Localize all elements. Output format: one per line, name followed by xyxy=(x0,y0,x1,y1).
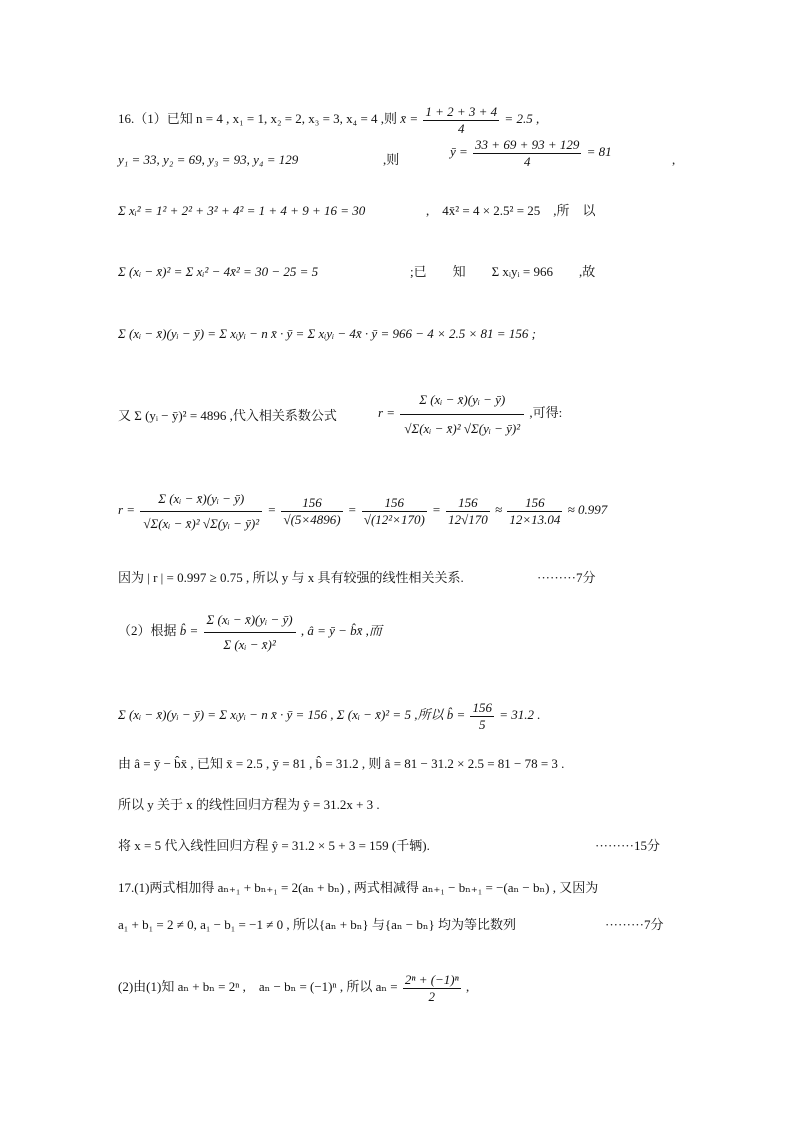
p16-score-7: ·········7分 xyxy=(537,570,596,585)
xbar-label: x̄ = xyxy=(400,111,419,127)
r-frac-2-den: √(12²×170) xyxy=(363,511,425,527)
p17-line3-text: (2)由(1)知 aₙ + bₙ = 2ⁿ , aₙ − bₙ = (−1)ⁿ , 所以 aₙ = xyxy=(118,979,398,995)
r-frac-1-num: 156 xyxy=(281,495,342,512)
ybar-label: ȳ = xyxy=(450,144,468,160)
ybar-denominator: 4 xyxy=(523,153,531,169)
p17-line3 xyxy=(118,972,469,1004)
bhat-eval-label: b̂ = xyxy=(446,707,466,723)
p16-line9 xyxy=(118,608,382,656)
r-eval-fraction xyxy=(140,487,262,535)
r-formula-fraction xyxy=(400,386,524,442)
xbar-result: = 2.5 , xyxy=(504,111,540,127)
p16-line12-regression: 所以 y 关于 x 的线性回归方程为 ŷ = 31.2x + 3 . xyxy=(118,797,380,812)
p16-line10 xyxy=(118,700,541,732)
an-numerator: 2ⁿ + (−1)ⁿ xyxy=(404,972,459,987)
p17-line1: 17.(1)两式相加得 aₙ₊₁ + bₙ₊₁ = 2(aₙ + bₙ) , 两式相减得 aₙ₊₁ − bₙ₊₁ = −(aₙ − bₙ) , 又因为 xyxy=(118,880,599,895)
p16-line2-ybar xyxy=(450,137,612,169)
an-fraction xyxy=(403,972,461,1004)
p16-line1-text: 16.（1）已知 n = 4 , x₁ = 1, x₂ = 2, x₃ = 3, x₄ = 4 ,则 xyxy=(118,111,398,127)
p16-line8-conclusion: 因为 | r | = 0.997 ≥ 0.75 , 所以 y 与 x 具有较强的线性相关关系. xyxy=(118,570,464,585)
r-frac-3-den: 12√170 xyxy=(448,511,488,527)
p16-line5-sxy: Σ (xᵢ − x̄)(yᵢ − ȳ) = Σ xᵢyᵢ − n x̄ · ȳ = Σ xᵢyᵢ − 4x̄ · ȳ = 966 − 4 × 2.5 × 81 = 156 ; xyxy=(118,326,536,341)
r-frac-4-num: 156 xyxy=(507,495,562,512)
bhat-eval-den: 5 xyxy=(478,716,486,732)
p17-line3-end: , xyxy=(466,979,470,995)
p17-line2: a₁ + b₁ = 2 ≠ 0, a₁ − b₁ = −1 ≠ 0 , 所以{aₙ + bₙ} 与{aₙ − bₙ} 均为等比数列 xyxy=(118,917,517,932)
bhat-formula-denominator: Σ (xᵢ − x̄)² xyxy=(223,636,276,652)
r-frac-2-num: 156 xyxy=(362,495,427,512)
r-formula-suffix: ,可得: xyxy=(529,405,563,421)
r-frac-1-den: √(5×4896) xyxy=(283,511,341,527)
r-eval-numerator: Σ (xᵢ − x̄)(yᵢ − ȳ) xyxy=(140,487,262,512)
ahat-formula: , â = ȳ − b̂x̄ ,而 xyxy=(300,623,382,639)
r-frac-2 xyxy=(362,495,427,527)
p16-line4-sxx: Σ (xᵢ − x̄)² = Σ xᵢ² − 4x̄² = 30 − 25 = 5 xyxy=(118,264,319,279)
bhat-formula xyxy=(204,608,296,656)
p16-score-15: ·········15分 xyxy=(595,838,660,853)
r-frac-4 xyxy=(507,495,562,527)
p16-line3-sum-x2: Σ xᵢ² = 1² + 2² + 3² + 4² = 1 + 4 + 9 + 16 = 30 xyxy=(118,203,366,218)
p16-line10-text: Σ (xᵢ − x̄)(yᵢ − ȳ) = Σ xᵢyᵢ − n x̄ · ȳ = 156 , Σ (xᵢ − x̄)² = 5 ,所以 xyxy=(118,707,444,723)
ybar-result: = 81 xyxy=(586,144,612,160)
r-frac-4-den: 12×13.04 xyxy=(509,511,561,527)
r-frac-1 xyxy=(281,495,342,527)
p16-line7: r = $\frac{\text{Σ (xᵢ − x̄)(yᵢ − ȳ)}}{\text{√Σ(xᵢ − x̄)² √Σ(yᵢ − ȳ)²}}$ = $\frac{156}{√(5\times 4896)}$ = $\frac{156}{\text{√(12²×170)}}$ = $\frac{156}{12√170}$ ≈ $\frac{156}{12\times 13.04}$ ≈ 0.997 xyxy=(118,487,607,535)
p16-line2-then: ,则 xyxy=(383,152,400,167)
p16-line11-ahat: 由 â = ȳ − b̂x̄ , 已知 x̄ = 2.5 , ȳ = 81 , b̂ = 31.2 , 则 â = 81 − 31.2 × 2.5 = 81 − 78 = 3 . xyxy=(118,756,565,771)
p16-line3-right: , 4x̄² = 4 × 2.5² = 25 ,所 以 xyxy=(426,203,596,218)
r-label: r = xyxy=(378,405,396,421)
bhat-eval-fraction xyxy=(470,700,494,732)
r-final: ≈ 0.997 xyxy=(567,502,608,518)
p16-line13-prediction: 将 x = 5 代入线性回归方程 ŷ = 31.2 × 5 + 3 = 159 (千辆). xyxy=(118,838,430,853)
bhat-label: b̂ = xyxy=(179,623,199,639)
bhat-formula-numerator: Σ (xᵢ − x̄)(yᵢ − ȳ) xyxy=(204,608,296,633)
p16-line1 xyxy=(118,104,539,136)
xbar-denominator: 4 xyxy=(458,120,465,136)
ybar-fraction xyxy=(473,137,581,169)
p16-line2-left: y₁ = 33, y₂ = 69, y₃ = 93, y₄ = 129 xyxy=(118,152,299,167)
xbar-fraction xyxy=(423,104,499,136)
ybar-numerator: 33 + 69 + 93 + 129 xyxy=(475,137,580,152)
p16-line2-comma: , xyxy=(672,152,676,167)
r-frac-3 xyxy=(446,495,490,527)
r-eval-denominator: √Σ(xᵢ − x̄)² √Σ(yᵢ − ȳ)² xyxy=(143,515,260,531)
p16-part2-label: （2）根据 xyxy=(118,623,177,639)
r-frac-3-num: 156 xyxy=(446,495,490,512)
r-formula-numerator: Σ (xᵢ − x̄)(yᵢ − ȳ) xyxy=(400,386,524,415)
an-denominator: 2 xyxy=(428,988,436,1004)
p16-line6-left: 又 Σ (yᵢ − ȳ)² = 4896 ,代入相关系数公式 xyxy=(118,408,337,423)
xbar-numerator: 1 + 2 + 3 + 4 xyxy=(425,104,498,119)
bhat-eval-num: 156 xyxy=(472,700,492,715)
r-label-2: r = xyxy=(118,502,136,518)
p17-score-7: ·········7分 xyxy=(605,917,664,932)
p16-line6-formula xyxy=(378,386,562,442)
p16-line4-right: ;已 知 Σ xᵢyᵢ = 966 ,故 xyxy=(410,264,596,279)
bhat-eval-result: = 31.2 . xyxy=(499,707,541,723)
r-formula-denominator: √Σ(xᵢ − x̄)² √Σ(yᵢ − ȳ)² xyxy=(404,420,521,436)
